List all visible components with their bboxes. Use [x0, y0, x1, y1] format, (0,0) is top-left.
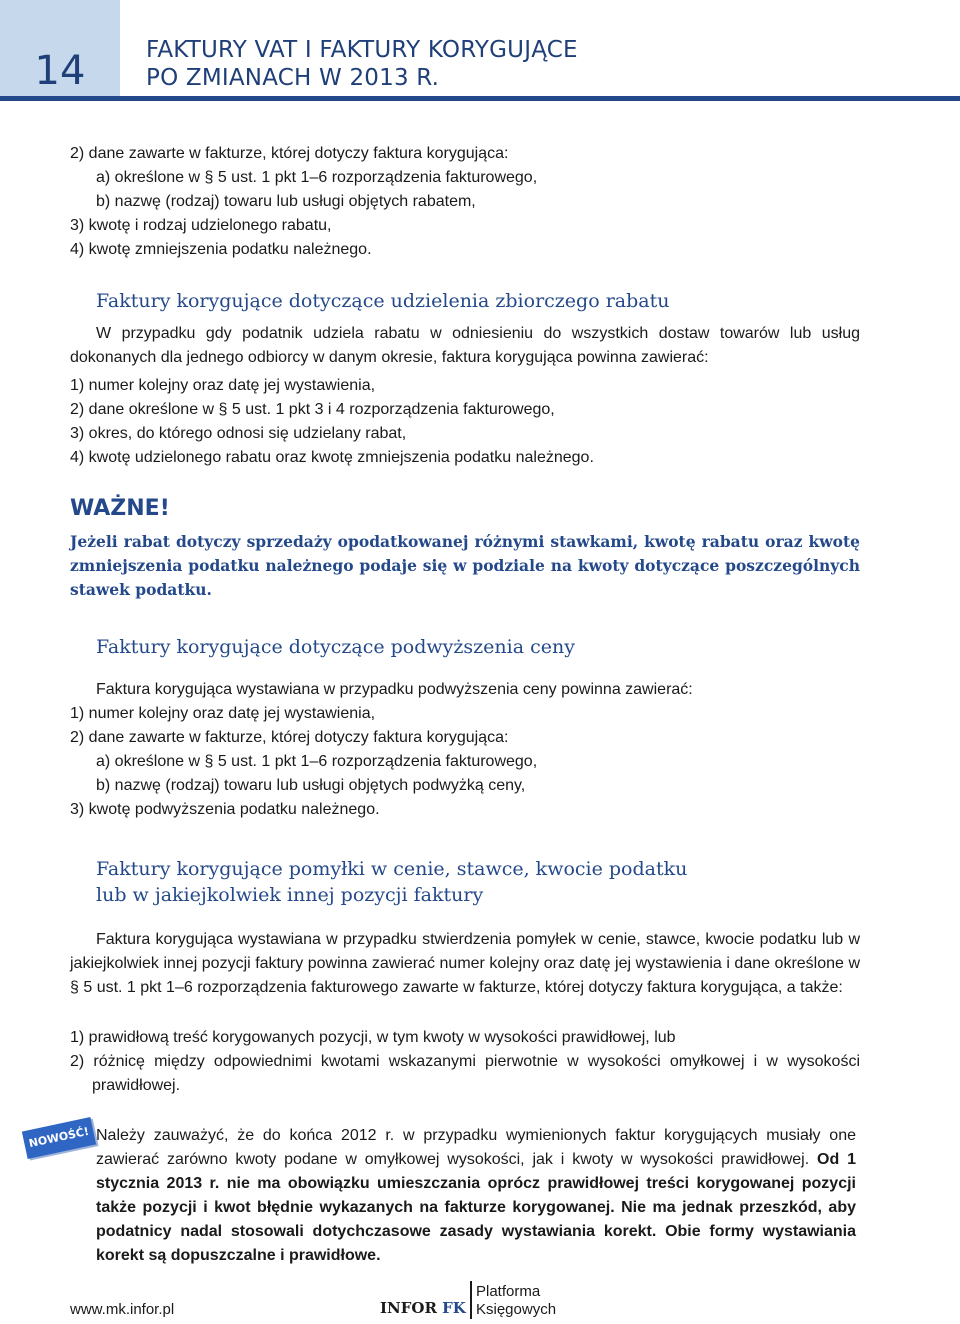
list-item: 1) numer kolejny oraz datę jej wystawienia, [70, 705, 376, 722]
section-intro: W przypadku gdy podatnik udziela rabatu w odniesieniu do wszystkich dostaw towarów lub usług dokonanych dla jednego odbiorcy w danym okresie, faktura korygująca powinna zawierać: [70, 325, 860, 366]
brand-infor: INFOR [380, 1299, 437, 1317]
footer-url[interactable]: www.mk.infor.pl [70, 1301, 175, 1318]
list-item: b) nazwę (rodzaj) towaru lub usługi objętych rabatem, [96, 193, 476, 210]
list-item: 3) okres, do którego odnosi się udzielany rabat, [70, 425, 407, 442]
list-item: a) określone w § 5 ust. 1 pkt 1–6 rozporządzenia fakturowego, [96, 169, 538, 186]
important-title: WAŻNE! [70, 496, 170, 521]
brand-label [476, 1283, 556, 1319]
list-item: 2) dane określone w § 5 ust. 1 pkt 3 i 4 rozporządzenia fakturowego, [70, 401, 555, 418]
list-item: 1) numer kolejny oraz datę jej wystawienia, [70, 377, 376, 394]
list-item: 3) kwotę i rodzaj udzielonego rabatu, [70, 217, 332, 234]
section-heading-pomylki [96, 856, 687, 908]
footer-logo [380, 1279, 590, 1321]
news-text-normal: Należy zauważyć, że do końca 2012 r. w przypadku wymienionych faktur korygujących musiały one zawierać zarówno kwoty podane w omyłkowej wysokości, jak i kwoty w wysokości prawidłowej. [96, 1127, 856, 1168]
chapter-title-line2: PO ZMIANACH W 2013 R. [146, 65, 440, 91]
list-item: 2) dane zawarte w fakturze, której dotyczy faktura korygująca: [70, 729, 509, 746]
intro-list [70, 142, 537, 262]
section-list [70, 374, 594, 470]
list-item: b) nazwę (rodzaj) towaru lub usługi objętych podwyżką ceny, [96, 777, 526, 794]
page-number: 14 [0, 0, 120, 96]
chapter-title [146, 36, 926, 92]
brand-label-line2: Księgowych [476, 1301, 557, 1318]
list-item: 2) dane zawarte w fakturze, której dotyczy faktura korygująca: [70, 145, 509, 162]
list-item: 4) kwotę zmniejszenia podatku należnego. [70, 241, 372, 258]
list-item: 3) kwotę podwyższenia podatku należnego. [70, 801, 380, 818]
section-intro: Faktura korygująca wystawiana w przypadku podwyższenia ceny powinna zawierać: [96, 681, 693, 698]
list-item: 1) prawidłową treść korygowanych pozycji, w tym kwoty w wysokości prawidłowej, lub [70, 1029, 676, 1046]
brand-label-line1: Platforma [476, 1283, 541, 1300]
news-text [96, 1124, 856, 1268]
list-item: 2) różnicę między odpowiednimi kwotami wskazanymi pierwotnie w wysokości omyłkowej i w wysokości prawidłowej. [70, 1053, 860, 1094]
header-rule [0, 96, 960, 101]
list-item: a) określone w § 5 ust. 1 pkt 1–6 rozporządzenia fakturowego, [96, 753, 538, 770]
news-text-bold: Od 1 stycznia 2013 r. nie ma obowiązku umieszczania oprócz prawidłowej treści korygowanej pozycji także pozycji i kwot błędnie wykazanych na fakturze korygowanej. Nie ma jednak przeszkód, aby podatnicy nadal stosowali dotychczasowe zasady wystawiania korekt. Obie formy wystawiania korekt są dopuszczalne i prawidłowe. [96, 1151, 857, 1264]
chapter-title-line1: FAKTURY VAT I FAKTURY KORYGUJĄCE [146, 37, 578, 63]
news-badge: NOWOŚĆ! [22, 1117, 96, 1159]
brand-name [380, 1299, 466, 1317]
brand-fk: FK [442, 1299, 466, 1317]
section-intro: Faktura korygująca wystawiana w przypadku stwierdzenia pomyłek w cenie, stawce, kwocie podatku lub w jakiejkolwiek innej pozycji faktury powinna zawierać numer kolejny oraz datę jej wystawienia i dane określone w § 5 ust. 1 pkt 1–6 rozporządzenia fakturowego zawarte w fakturze, której dotyczy faktura korygująca, a także: [70, 931, 860, 996]
brand-divider [470, 1281, 472, 1319]
list-item: 4) kwotę udzielonego rabatu oraz kwotę zmniejszenia podatku należnego. [70, 449, 594, 466]
section-heading-podwyzszenie-ceny: Faktury korygujące dotyczące podwyższenia ceny [96, 636, 575, 658]
section-list [70, 678, 693, 822]
section-heading-zbiorczy-rabat: Faktury korygujące dotyczące udzielenia zbiorczego rabatu [96, 290, 670, 312]
section-heading-line2: lub w jakiejkolwiek innej pozycji faktury [96, 884, 484, 906]
important-text: Jeżeli rabat dotyczy sprzedaży opodatkowanej różnymi stawkami, kwotę rabatu oraz kwotę zmniejszenia podatku należnego podaje się w podziale na kwoty dotyczące poszczególnych stawek podatku. [70, 532, 860, 599]
section-heading-line1: Faktury korygujące pomyłki w cenie, stawce, kwocie podatku [96, 858, 688, 880]
